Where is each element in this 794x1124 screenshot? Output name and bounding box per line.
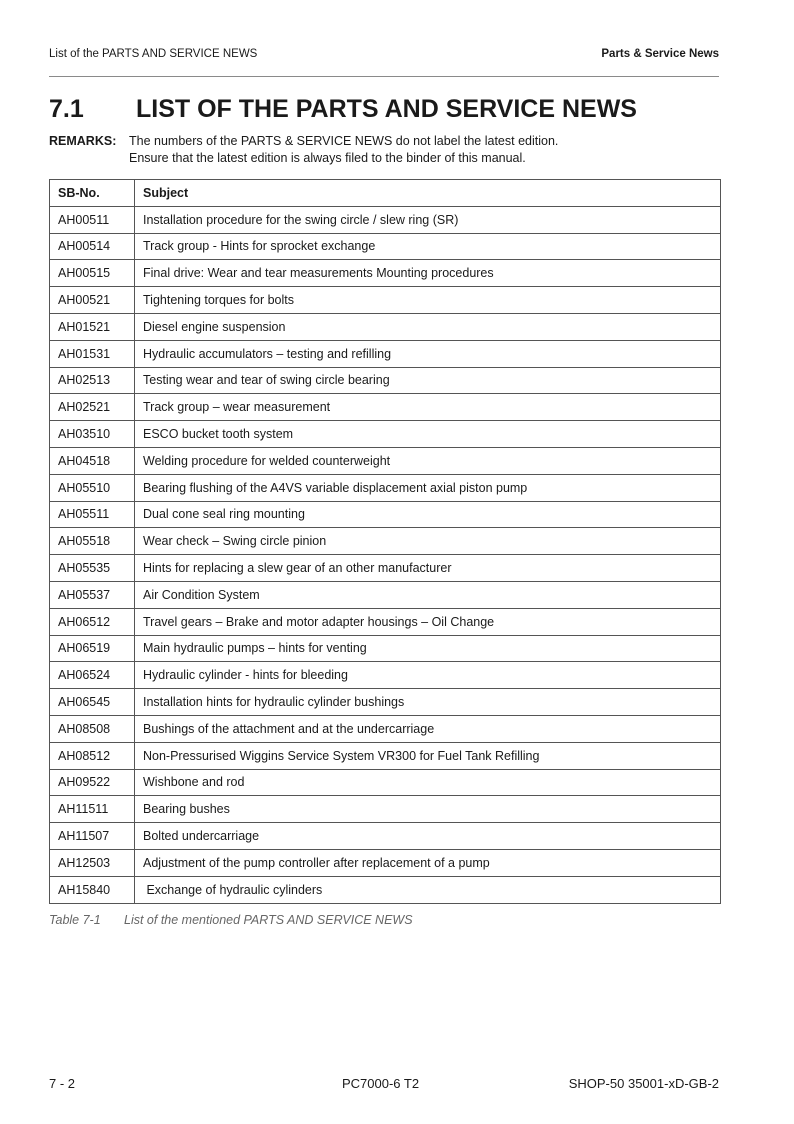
- sb-number-cell: AH05511: [50, 501, 135, 528]
- sb-number-cell: AH00514: [50, 233, 135, 260]
- table-row: [50, 474, 721, 501]
- table-row: [50, 689, 721, 716]
- subject-cell: Welding procedure for welded counterweight: [135, 447, 721, 474]
- subject-cell: Tightening torques for bolts: [135, 287, 721, 314]
- subject-cell: Main hydraulic pumps – hints for venting: [135, 635, 721, 662]
- table-row: [50, 367, 721, 394]
- table-row: [50, 421, 721, 448]
- table-row: [50, 501, 721, 528]
- table-row: [50, 206, 721, 233]
- sb-number-cell: AH15840: [50, 876, 135, 903]
- sb-number-cell: AH09522: [50, 769, 135, 796]
- sb-number-cell: AH02521: [50, 394, 135, 421]
- column-header-subject: Subject: [135, 180, 721, 207]
- remarks-line-2: Ensure that the latest edition is always filed to the binder of this manual.: [129, 151, 526, 165]
- sb-number-cell: AH03510: [50, 421, 135, 448]
- subject-cell: Wishbone and rod: [135, 769, 721, 796]
- column-header-sb-no: SB-No.: [50, 180, 135, 207]
- footer-page-number: 7 - 2: [49, 1076, 76, 1091]
- table-row: [50, 608, 721, 635]
- sb-number-cell: AH00511: [50, 206, 135, 233]
- table-row: [50, 769, 721, 796]
- subject-cell: Diesel engine suspension: [135, 313, 721, 340]
- subject-cell: Travel gears – Brake and motor adapter housings – Oil Change: [135, 608, 721, 635]
- subject-cell: Adjustment of the pump controller after replacement of a pump: [135, 849, 721, 876]
- header-section-title: List of the PARTS AND SERVICE NEWS: [49, 48, 258, 60]
- sb-number-cell: AH05518: [50, 528, 135, 555]
- table-header-row: [50, 180, 721, 207]
- subject-cell: Hydraulic cylinder - hints for bleeding: [135, 662, 721, 689]
- table-row: [50, 876, 721, 903]
- subject-cell: Bolted undercarriage: [135, 823, 721, 850]
- sb-number-cell: AH01521: [50, 313, 135, 340]
- sb-number-cell: AH06512: [50, 608, 135, 635]
- subject-cell: Installation hints for hydraulic cylinder bushings: [135, 689, 721, 716]
- sb-number-cell: AH02513: [50, 367, 135, 394]
- subject-cell: Bearing flushing of the A4VS variable displacement axial piston pump: [135, 474, 721, 501]
- subject-cell: Non-Pressurised Wiggins Service System VR300 for Fuel Tank Refilling: [135, 742, 721, 769]
- subject-cell: Bushings of the attachment and at the undercarriage: [135, 715, 721, 742]
- table-row: [50, 313, 721, 340]
- table-caption: [49, 913, 413, 927]
- sb-number-cell: AH12503: [50, 849, 135, 876]
- sb-number-cell: AH05535: [50, 555, 135, 582]
- sb-number-cell: AH06519: [50, 635, 135, 662]
- subject-cell: Exchange of hydraulic cylinders: [135, 876, 721, 903]
- table-row: [50, 662, 721, 689]
- header-chapter-title: Parts & Service News: [601, 48, 719, 60]
- sb-number-cell: AH00515: [50, 260, 135, 287]
- section-number: 7.1: [49, 95, 84, 123]
- subject-cell: Bearing bushes: [135, 796, 721, 823]
- subject-cell: Dual cone seal ring mounting: [135, 501, 721, 528]
- table-row: [50, 823, 721, 850]
- page-header: [49, 46, 719, 77]
- sb-number-cell: AH06545: [50, 689, 135, 716]
- sb-number-cell: AH00521: [50, 287, 135, 314]
- sb-number-cell: AH08508: [50, 715, 135, 742]
- table-row: [50, 528, 721, 555]
- subject-cell: Track group – wear measurement: [135, 394, 721, 421]
- sb-number-cell: AH05510: [50, 474, 135, 501]
- subject-cell: Testing wear and tear of swing circle bearing: [135, 367, 721, 394]
- table-row: [50, 260, 721, 287]
- sb-number-cell: AH11507: [50, 823, 135, 850]
- sb-number-cell: AH11511: [50, 796, 135, 823]
- sb-number-cell: AH06524: [50, 662, 135, 689]
- subject-cell: Final drive: Wear and tear measurements Mounting procedures: [135, 260, 721, 287]
- table-caption-text: List of the mentioned PARTS AND SERVICE NEWS: [124, 913, 413, 927]
- table-row: [50, 849, 721, 876]
- table-row: [50, 394, 721, 421]
- table-row: [50, 233, 721, 260]
- sb-number-cell: AH08512: [50, 742, 135, 769]
- section-title: LIST OF THE PARTS AND SERVICE NEWS: [136, 95, 637, 123]
- footer-model: PC7000-6 T2: [342, 1076, 420, 1091]
- subject-cell: Hydraulic accumulators – testing and refilling: [135, 340, 721, 367]
- subject-cell: Hints for replacing a slew gear of an other manufacturer: [135, 555, 721, 582]
- footer-document-id: SHOP-50 35001-xD-GB-2: [568, 1076, 719, 1091]
- table-row: [50, 742, 721, 769]
- parts-service-news-table: [49, 179, 721, 904]
- table-row: [50, 447, 721, 474]
- table-row: [50, 555, 721, 582]
- sb-number-cell: AH04518: [50, 447, 135, 474]
- table-row: [50, 340, 721, 367]
- table-row: [50, 581, 721, 608]
- section-heading: [49, 95, 637, 124]
- table-row: [50, 635, 721, 662]
- sb-number-cell: AH01531: [50, 340, 135, 367]
- sb-number-cell: AH05537: [50, 581, 135, 608]
- remarks-line-1: The numbers of the PARTS & SERVICE NEWS do not label the latest edition.: [129, 134, 559, 148]
- subject-cell: Wear check – Swing circle pinion: [135, 528, 721, 555]
- table-caption-number: Table 7-1: [49, 913, 101, 927]
- subject-cell: Track group - Hints for sprocket exchange: [135, 233, 721, 260]
- subject-cell: ESCO bucket tooth system: [135, 421, 721, 448]
- table-row: [50, 796, 721, 823]
- subject-cell: Installation procedure for the swing circle / slew ring (SR): [135, 206, 721, 233]
- table-row: [50, 287, 721, 314]
- remarks-label: REMARKS:: [49, 134, 117, 148]
- subject-cell: Air Condition System: [135, 581, 721, 608]
- table-row: [50, 715, 721, 742]
